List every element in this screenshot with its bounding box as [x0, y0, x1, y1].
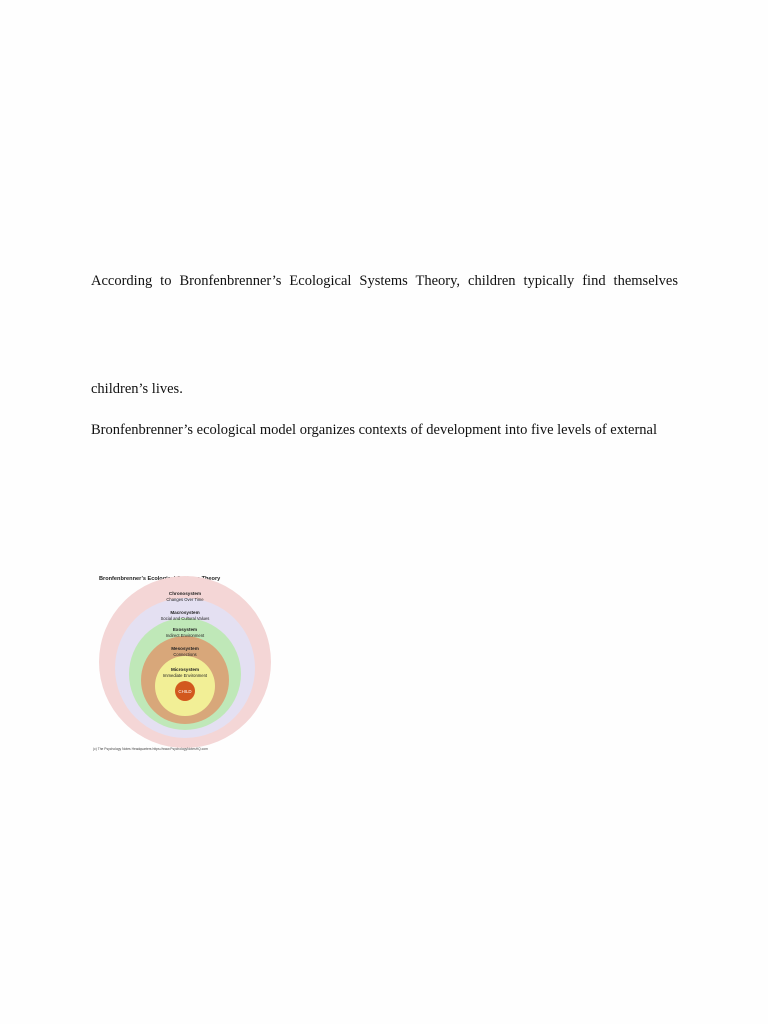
chronosystem-label: Chronosystem [168, 591, 202, 596]
figure-title: Bronfenbrenner’s Ecological Systems Theory [99, 576, 221, 582]
macrosystem-label: Macrosystem [170, 610, 200, 615]
mesosystem-subtitle: Connections [173, 652, 197, 657]
chronosystem-subtitle: Changes Over Time [166, 597, 204, 602]
exosystem-subtitle: Indirect Environment [165, 633, 205, 638]
paragraph-line-2: children’s lives. [91, 381, 183, 397]
figure-credit: (c) The Psychology Notes Headquarters https://www.PsychologyNotesHQ.com [93, 747, 208, 751]
paragraph-line-3: Bronfenbrenner’s ecological model organizes contexts of development into five levels of external [91, 422, 657, 438]
exosystem-label: Exosystem [172, 627, 198, 632]
ecological-systems-figure [90, 570, 280, 756]
paragraph-line-1: According to Bronfenbrenner’s Ecological Systems Theory, children typically find themselves [91, 273, 678, 289]
child-label: CHILD [178, 689, 192, 694]
microsystem-subtitle: Immediate Environment [162, 673, 208, 678]
mesosystem-label: Mesosystem [171, 646, 199, 651]
ecological-systems-diagram [90, 570, 280, 756]
microsystem-label: Microsystem [170, 667, 200, 672]
macrosystem-subtitle: Social and Cultural Values [160, 616, 210, 621]
